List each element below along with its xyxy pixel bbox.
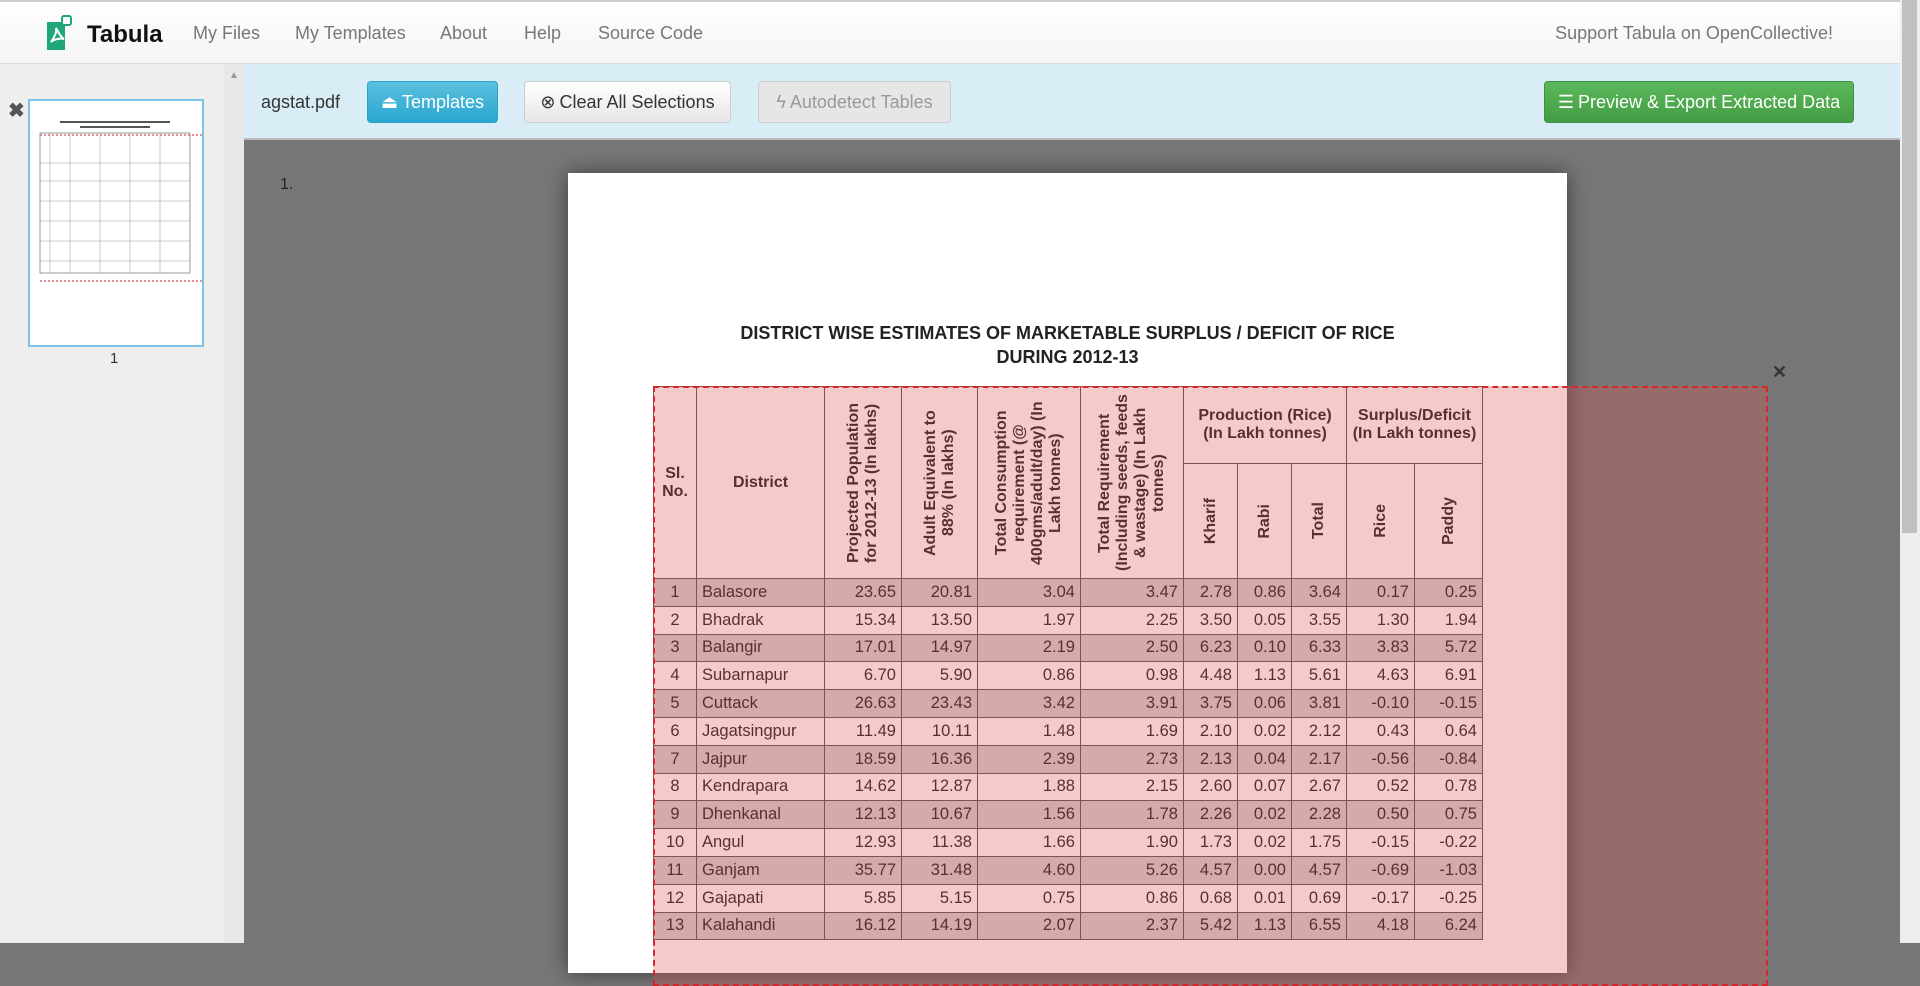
nav-help[interactable]: Help (524, 23, 562, 43)
table-cell: 20.81 (902, 579, 978, 607)
table-cell: 12.13 (825, 801, 902, 829)
table-cell: 0.10 (1238, 634, 1292, 662)
table-cell: 0.86 (978, 662, 1081, 690)
table-cell: Balangir (697, 634, 825, 662)
table-cell: 12.87 (902, 773, 978, 801)
nav-my-templates[interactable]: My Templates (295, 23, 406, 43)
table-cell: 0.02 (1238, 829, 1292, 857)
table-cell: 2.13 (1184, 745, 1238, 773)
table-cell: 0.17 (1347, 579, 1415, 607)
document-title (568, 321, 1567, 369)
table-cell: 5.42 (1184, 912, 1238, 940)
table-cell: 2.26 (1184, 801, 1238, 829)
header-sl: Sl. No. (654, 387, 697, 579)
table-cell: 35.77 (825, 856, 902, 884)
table-cell: 6.33 (1292, 634, 1347, 662)
table-cell: Jagatsingpur (697, 717, 825, 745)
table-cell: 1.66 (978, 829, 1081, 857)
autodetect-label: Autodetect Tables (789, 91, 933, 112)
table-cell: 4.60 (978, 856, 1081, 884)
table-cell: 1.73 (1184, 829, 1238, 857)
navbar (0, 0, 1900, 64)
header-consumption: Total Consumption requirement (@ 400gms/adult/day) (In Lakh tonnes) (978, 387, 1081, 579)
table-cell: -0.17 (1347, 884, 1415, 912)
table-cell: 3.81 (1292, 690, 1347, 718)
table-cell: 5.26 (1081, 856, 1184, 884)
table-cell: 0.05 (1238, 606, 1292, 634)
table-cell: 0.25 (1415, 579, 1483, 607)
page-scrollbar[interactable] (1900, 0, 1920, 943)
table-cell: 23.43 (902, 690, 978, 718)
table-cell: 5.85 (825, 884, 902, 912)
table-cell: 13.50 (902, 606, 978, 634)
table-cell: 7 (654, 745, 697, 773)
table-cell: 1.30 (1347, 606, 1415, 634)
header-rice: Rice (1347, 464, 1415, 579)
table-cell: 1.94 (1415, 606, 1483, 634)
title-line-2: DURING 2012-13 (996, 347, 1139, 367)
table-cell: 2.25 (1081, 606, 1184, 634)
table-selection[interactable] (653, 386, 1768, 986)
table-cell: 4.63 (1347, 662, 1415, 690)
page-thumbnails-sidebar (0, 64, 244, 943)
table-cell: 0.00 (1238, 856, 1292, 884)
support-link[interactable]: Support Tabula on OpenCollective! (1555, 23, 1833, 43)
table-cell: 9 (654, 801, 697, 829)
scrollbar-thumb[interactable] (1902, 0, 1917, 533)
table-cell: 0.86 (1238, 579, 1292, 607)
list-icon: ☰ (1557, 91, 1575, 112)
templates-label: Templates (401, 91, 485, 112)
thumbnail-preview (30, 101, 202, 345)
nav-about[interactable]: About (440, 23, 488, 43)
table-cell: 13 (654, 912, 697, 940)
table-cell: 2 (654, 606, 697, 634)
table-cell: 1.13 (1238, 662, 1292, 690)
clear-label: Clear All Selections (559, 91, 715, 112)
table-cell: 23.65 (825, 579, 902, 607)
sidebar-scrollbar[interactable] (224, 64, 244, 943)
table-cell: 1.69 (1081, 717, 1184, 745)
title-line-1: DISTRICT WISE ESTIMATES OF MARKETABLE SURPLUS / DEFICIT OF RICE (740, 323, 1395, 343)
table-cell: 0.50 (1347, 801, 1415, 829)
table-cell: -0.84 (1415, 745, 1483, 773)
table-cell: 0.07 (1238, 773, 1292, 801)
header-rabi: Rabi (1238, 464, 1292, 579)
table-cell: 4.57 (1184, 856, 1238, 884)
table-cell: 5.61 (1292, 662, 1347, 690)
table-cell: 2.67 (1292, 773, 1347, 801)
table-cell: 3.83 (1347, 634, 1415, 662)
table-cell: 11.38 (902, 829, 978, 857)
autodetect-tables-button[interactable] (758, 81, 951, 123)
table-cell: 14.62 (825, 773, 902, 801)
table-cell: 3.04 (978, 579, 1081, 607)
table-cell: 6.55 (1292, 912, 1347, 940)
table-cell: 3.42 (978, 690, 1081, 718)
table-cell: 5.15 (902, 884, 978, 912)
table-cell: 6.23 (1184, 634, 1238, 662)
nav-my-files[interactable]: My Files (193, 23, 260, 43)
table-cell: 0.69 (1292, 884, 1347, 912)
table-cell: 6.24 (1415, 912, 1483, 940)
clear-all-selections-button[interactable] (524, 81, 731, 123)
header-requirement: Total Requirement (Including seeds, feeds & wastage) (In Lakh tonnes) (1081, 387, 1184, 579)
table-cell: 10.11 (902, 717, 978, 745)
table-cell: 6.70 (825, 662, 902, 690)
table-cell: 0.64 (1415, 717, 1483, 745)
table-cell: 11.49 (825, 717, 902, 745)
table-cell: 4.48 (1184, 662, 1238, 690)
table-cell: 4.57 (1292, 856, 1347, 884)
table-cell: 0.04 (1238, 745, 1292, 773)
export-label: Preview & Export Extracted Data (1578, 91, 1841, 112)
table-cell: 5.90 (902, 662, 978, 690)
table-cell: 14.97 (902, 634, 978, 662)
table-cell: 1.90 (1081, 829, 1184, 857)
table-cell: 2.28 (1292, 801, 1347, 829)
bolt-icon: ϟ (776, 91, 786, 112)
table-cell: 0.75 (978, 884, 1081, 912)
header-kharif: Kharif (1184, 464, 1238, 579)
nav-source-code[interactable]: Source Code (598, 23, 704, 43)
table-cell: 0.75 (1415, 801, 1483, 829)
tabula-logo-icon[interactable] (47, 14, 73, 50)
table-cell: 0.86 (1081, 884, 1184, 912)
close-selection-icon[interactable]: ✕ (1772, 362, 1788, 382)
table-cell: 2.37 (1081, 912, 1184, 940)
table-cell: 0.06 (1238, 690, 1292, 718)
table-cell: 18.59 (825, 745, 902, 773)
header-district: District (697, 387, 825, 579)
table-cell: 0.43 (1347, 717, 1415, 745)
table-cell: 16.36 (902, 745, 978, 773)
table-cell: 0.02 (1238, 801, 1292, 829)
table-cell: 16.12 (825, 912, 902, 940)
table-cell: 10 (654, 829, 697, 857)
table-cell: 0.01 (1238, 884, 1292, 912)
table-cell: 4.18 (1347, 912, 1415, 940)
templates-button[interactable] (367, 81, 498, 123)
table-cell: 1.78 (1081, 801, 1184, 829)
header-production: Production (Rice) (In Lakh tonnes) (1184, 387, 1347, 464)
filename: agstat.pdf (261, 92, 341, 112)
table-cell: -0.15 (1347, 829, 1415, 857)
table-cell: 0.02 (1238, 717, 1292, 745)
table-cell: 17.01 (825, 634, 902, 662)
table-cell: 15.34 (825, 606, 902, 634)
table-cell: 14.19 (902, 912, 978, 940)
table-cell: Balasore (697, 579, 825, 607)
table-cell: 3.50 (1184, 606, 1238, 634)
preview-export-button[interactable] (1544, 81, 1854, 123)
table-cell: 0.52 (1347, 773, 1415, 801)
table-cell: 5 (654, 690, 697, 718)
table-cell: 10.67 (902, 801, 978, 829)
table-cell: 2.17 (1292, 745, 1347, 773)
table-cell: 3 (654, 634, 697, 662)
table-cell: Subarnapur (697, 662, 825, 690)
table-cell: -0.25 (1415, 884, 1483, 912)
table-cell: 11 (654, 856, 697, 884)
table-cell: 0.98 (1081, 662, 1184, 690)
table-cell: -1.03 (1415, 856, 1483, 884)
table-cell: 2.78 (1184, 579, 1238, 607)
header-surplus: Surplus/Deficit (In Lakh tonnes) (1347, 387, 1483, 464)
table-cell: 2.39 (978, 745, 1081, 773)
table-cell: Dhenkanal (697, 801, 825, 829)
table-cell: 1.48 (978, 717, 1081, 745)
table-cell: 1.56 (978, 801, 1081, 829)
table-cell: 1.88 (978, 773, 1081, 801)
table-cell: 8 (654, 773, 697, 801)
brand[interactable]: Tabula (87, 21, 163, 48)
table-cell: 3.55 (1292, 606, 1347, 634)
table-cell: -0.22 (1415, 829, 1483, 857)
table-cell: 3.47 (1081, 579, 1184, 607)
table-cell: 0.78 (1415, 773, 1483, 801)
toolbar (244, 64, 1900, 140)
table-cell: 2.73 (1081, 745, 1184, 773)
table-cell: Jajpur (697, 745, 825, 773)
table-cell: Kendrapara (697, 773, 825, 801)
header-paddy: Paddy (1415, 464, 1483, 579)
table-cell: Cuttack (697, 690, 825, 718)
table-cell: -0.15 (1415, 690, 1483, 718)
table-cell: -0.56 (1347, 745, 1415, 773)
table-cell: Bhadrak (697, 606, 825, 634)
page-thumbnail[interactable] (28, 99, 204, 347)
times-icon[interactable]: ✖ (8, 100, 25, 122)
thumbnail-page-number: 1 (110, 350, 119, 367)
table-cell: -0.69 (1347, 856, 1415, 884)
table-cell: 6 (654, 717, 697, 745)
templates-icon: ⏏ (380, 91, 398, 112)
table-cell: 3.75 (1184, 690, 1238, 718)
table-cell: 2.60 (1184, 773, 1238, 801)
table-cell: 2.07 (978, 912, 1081, 940)
table-cell: 12 (654, 884, 697, 912)
table-cell: Angul (697, 829, 825, 857)
header-adult: Adult Equivalent to 88% (In lakhs) (902, 387, 978, 579)
table-cell: Ganjam (697, 856, 825, 884)
table-cell: 1.75 (1292, 829, 1347, 857)
table-cell: 5.72 (1415, 634, 1483, 662)
table-cell: 4 (654, 662, 697, 690)
table-cell: 26.63 (825, 690, 902, 718)
page-number: 1. (280, 176, 294, 193)
table-cell: Kalahandi (697, 912, 825, 940)
table-cell: 2.10 (1184, 717, 1238, 745)
table-cell: 1 (654, 579, 697, 607)
table-cell: 3.91 (1081, 690, 1184, 718)
table-cell: 31.48 (902, 856, 978, 884)
table-cell: 3.64 (1292, 579, 1347, 607)
header-population: Projected Population for 2012-13 (In lakhs) (825, 387, 902, 579)
table-cell: 6.91 (1415, 662, 1483, 690)
table-cell: 0.68 (1184, 884, 1238, 912)
times-circle-icon: ⊗ (540, 91, 556, 112)
table-cell: 12.93 (825, 829, 902, 857)
table-cell: Gajapati (697, 884, 825, 912)
table-cell: 2.15 (1081, 773, 1184, 801)
table-cell: 1.97 (978, 606, 1081, 634)
scroll-up-icon[interactable]: ▲ (229, 70, 239, 81)
header-total: Total (1292, 464, 1347, 579)
table-cell: 2.12 (1292, 717, 1347, 745)
table-cell: -0.10 (1347, 690, 1415, 718)
table-cell: 1.13 (1238, 912, 1292, 940)
table-cell: 2.50 (1081, 634, 1184, 662)
table-cell: 2.19 (978, 634, 1081, 662)
